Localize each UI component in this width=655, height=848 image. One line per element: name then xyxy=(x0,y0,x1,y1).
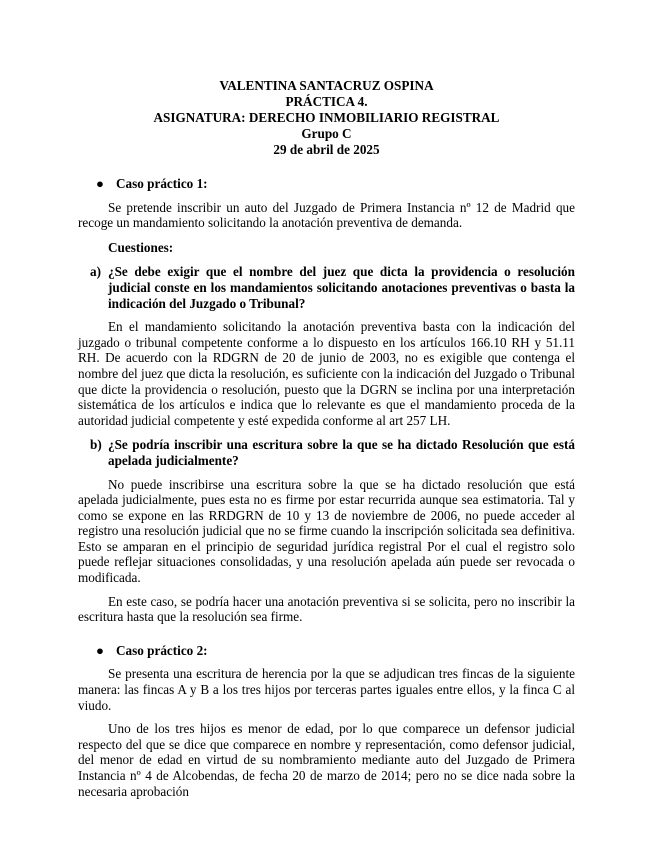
case-2-heading xyxy=(78,643,575,659)
question-b xyxy=(78,437,575,468)
question-b-marker: b) xyxy=(90,437,102,453)
answer-b-paragraph-1: No puede inscribirse una escritura sobre la que se ha dictado resolución que está apelada judicialmente, pues esta no es firme por estar recurrida aunque sea estimatoria. Tal y como se expone en las RRDGRN de 10 y 13 de noviembre de 2006, no puede acceder al registro una resolución judicial que no se firme cuando la inscripción solicitada sea definitiva. Esto se amparan en el principio de seguridad jurídica registral Por el cual el registro solo puede reflejar situaciones consolidadas, y una resolución apelada aún puede ser revocada o modificada. xyxy=(78,476,575,586)
case-2-paragraph-1: Se presenta una escritura de herencia por la que se adjudican tres fincas de la siguiente manera: las fincas A y B a los tres hijos por terceras partes iguales entre ellos, y la finca C al viudo. xyxy=(78,666,575,713)
author-name: VALENTINA SANTACRUZ OSPINA xyxy=(219,78,434,93)
document-header xyxy=(78,78,575,158)
question-a-marker: a) xyxy=(90,264,101,280)
group-label: Grupo C xyxy=(301,126,352,141)
subject-title: ASIGNATURA: DERECHO INMOBILIARIO REGISTRAL xyxy=(153,110,500,125)
question-b-text: ¿Se podría inscribir una escritura sobre la que se ha dictado Resolución que está apelada judicialmente? xyxy=(108,437,575,468)
case-1-heading xyxy=(78,176,575,192)
document-page xyxy=(78,78,575,799)
bullet-icon: ● xyxy=(96,176,104,191)
answer-b-paragraph-2: En este caso, se podría hacer una anotación preventiva si se solicita, pero no inscribir la escritura hasta que la resolución sea firme. xyxy=(78,593,575,625)
bullet-icon: ● xyxy=(96,642,104,658)
question-a-text: ¿Se debe exigir que el nombre del juez que dicta la providencia o resolución judicial conste en los mandamientos solicitando anotaciones preventivas o basta la indicación del Juzgado o Tribunal? xyxy=(108,264,575,311)
case-2-paragraph-2: Uno de los tres hijos es menor de edad, por lo que comparece un defensor judicial respecto del que se dice que comparece en nombre y representación, como defensor judicial, del menor de edad en virtud de su nombramiento mediante auto del Juzgado de Primera Instancia nº 4 de Alcobendas, de fecha 20 de marzo de 2014; pero no se dice nada sobre la necesaria aprobación xyxy=(78,721,575,799)
case-1-statement: Se pretende inscribir un auto del Juzgado de Primera Instancia nº 12 de Madrid que recoge un mandamiento solicitando la anotación preventiva de demanda. xyxy=(78,199,575,231)
practice-title: PRÁCTICA 4. xyxy=(285,94,368,109)
date-label: 29 de abril de 2025 xyxy=(273,142,380,157)
questions-label: Cuestiones: xyxy=(108,239,174,255)
answer-a: En el mandamiento solicitando la anotación preventiva basta con la indicación del juzgado o tribunal competente conforme a lo dispuesto en los artículos 166.10 RH y 51.11 RH. De acuerdo con la RDGRN de 20 de junio de 2003, no es exigible que contenga el nombre del juez que dicta la resolución, es suficiente con la indicación del Juzgado o Tribunal que dicte la providencia o resolución, puesto que la DGRN se inclina por una interpretación sistemática de los artículos e indica que lo relevante es que el mandamiento proceda de la autoridad judicial competente y esté expedida conforme al art 257 LH. xyxy=(78,319,575,428)
case-2-title: Caso práctico 2: xyxy=(116,642,208,658)
question-a xyxy=(78,264,575,311)
case-1-title: Caso práctico 1: xyxy=(116,176,208,191)
